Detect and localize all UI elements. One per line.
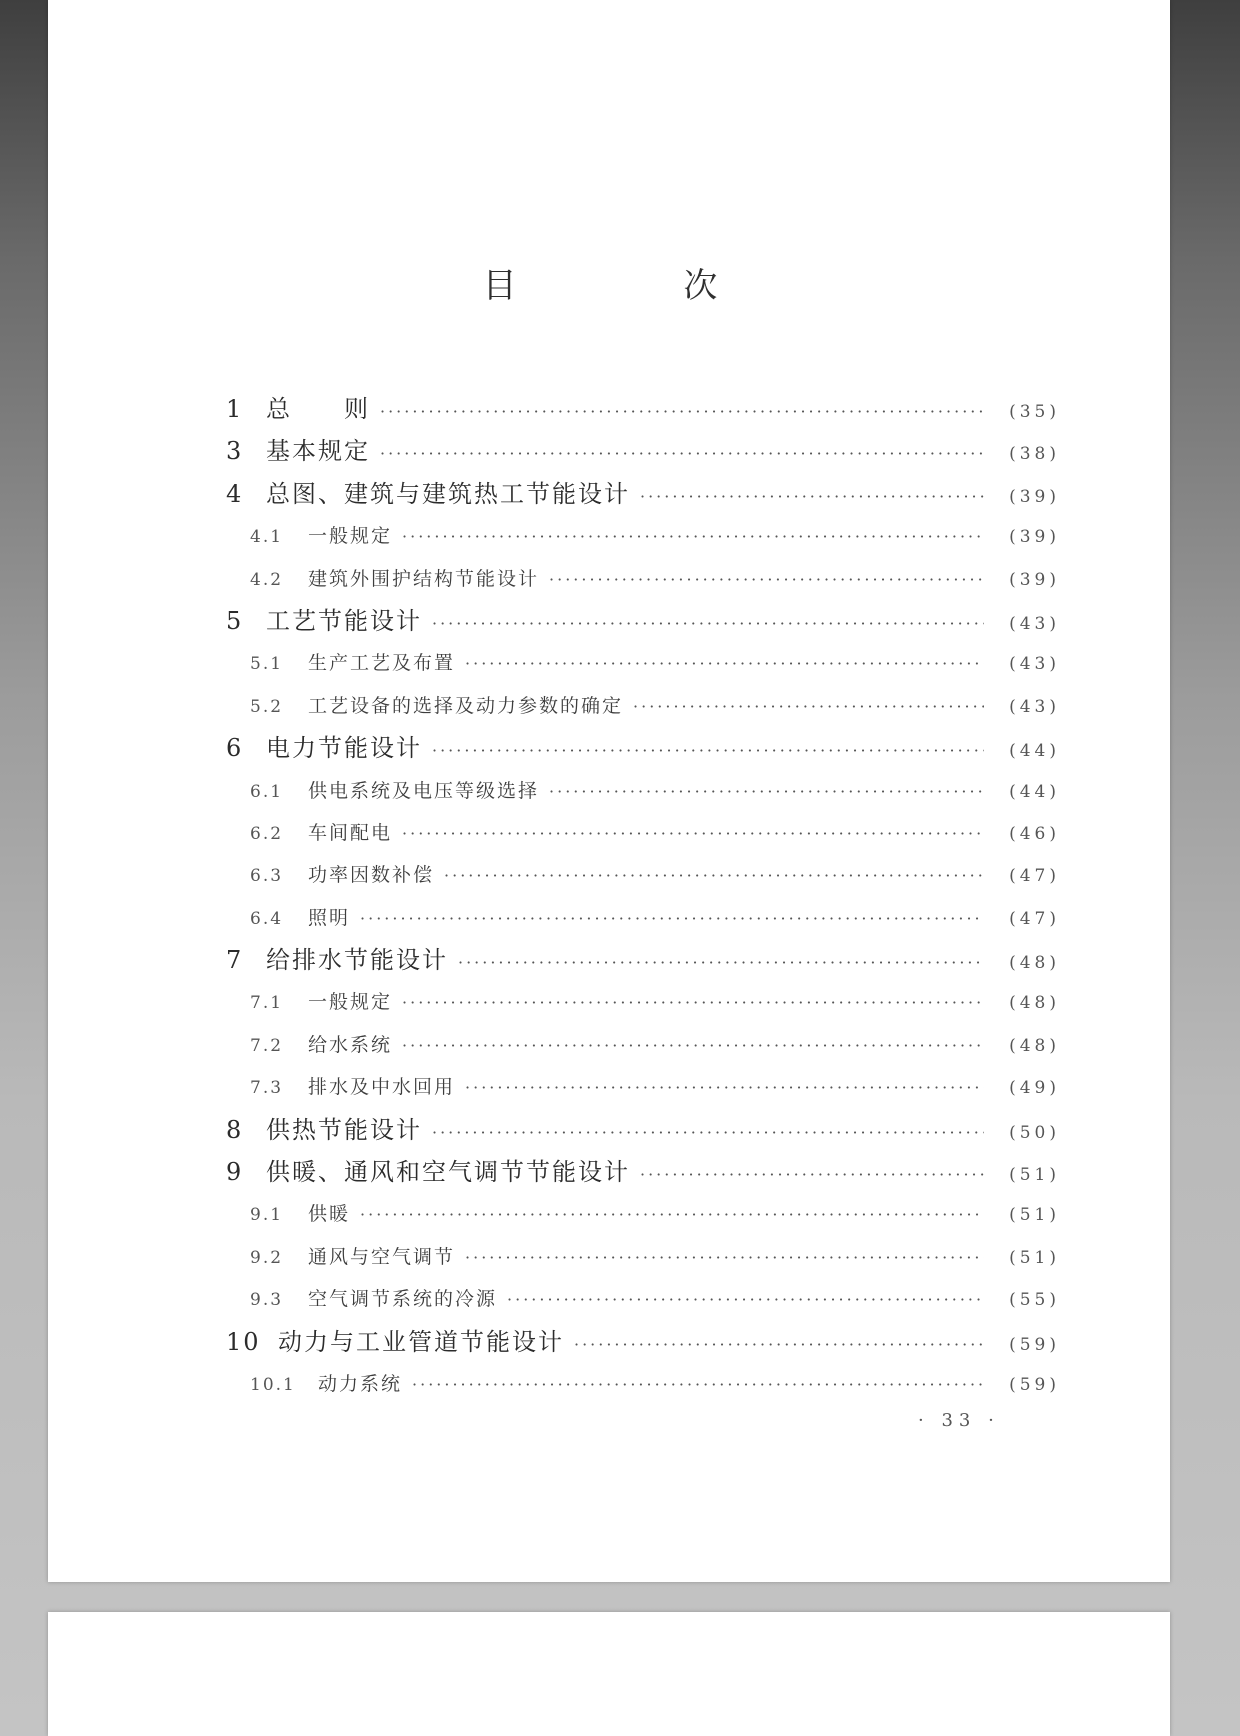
toc-leader-dots (432, 603, 984, 645)
toc-entry-label: 通风与空气调节 (308, 1245, 456, 1268)
toc-entry-number: 4.2 (250, 569, 284, 590)
toc-entry-label: 供暖、通风和空气调节节能设计 (266, 1158, 630, 1187)
toc-leader-dots (380, 433, 984, 475)
toc-leader-dots (465, 1237, 984, 1279)
toc-entry-label: 生产工艺及布置 (308, 652, 456, 675)
document-page (48, 0, 1170, 1582)
toc-entry-number: 9.2 (250, 1247, 284, 1268)
toc-leader-dots (633, 686, 984, 728)
toc-entry-page: (49) (1009, 1078, 1060, 1099)
toc-subentry[interactable] (226, 1024, 1060, 1066)
toc-entry-number: 5 (226, 606, 244, 635)
toc-leader-dots (507, 1279, 984, 1321)
toc-entry[interactable] (226, 473, 1060, 515)
toc-entry-page: (44) (1009, 781, 1060, 802)
toc-entry-label: 照明 (308, 906, 351, 929)
toc-leader-dots (432, 730, 984, 772)
toc-subentry[interactable] (226, 642, 1060, 684)
toc-entry-page: (38) (1009, 444, 1060, 465)
toc-leader-dots (444, 855, 984, 897)
toc-subentry[interactable] (226, 1236, 1060, 1278)
next-document-page (48, 1612, 1170, 1736)
toc-entry-page: (39) (1009, 569, 1060, 590)
toc-entry-label: 空气调节系统的冷源 (308, 1288, 498, 1311)
toc-entry-number: 5.2 (250, 696, 284, 717)
toc-entry-page: (55) (1009, 1290, 1060, 1311)
toc-entry[interactable] (226, 388, 1060, 430)
toc-entry-number: 7 (226, 946, 244, 975)
toc-subentry[interactable] (226, 981, 1060, 1023)
toc-subentry[interactable] (226, 812, 1060, 854)
toc-leader-dots (402, 813, 984, 855)
toc-subentry[interactable] (226, 1066, 1060, 1108)
toc-entry-page: (35) (1009, 402, 1060, 422)
toc-entry-label: 工艺设备的选择及动力参数的确定 (308, 694, 624, 717)
toc-leader-dots (640, 476, 984, 518)
toc-entry-page: (48) (1009, 953, 1060, 974)
toc-entry-label: 功率因数补偿 (308, 864, 435, 887)
toc-entry-page: (43) (1009, 654, 1060, 675)
toc-leader-dots (360, 898, 984, 940)
toc-leader-dots (380, 391, 984, 433)
page-title: 目 次 (482, 266, 796, 306)
toc-entry-page: (51) (1009, 1165, 1060, 1186)
toc-entry-label: 总 则 (266, 395, 370, 423)
toc-entry-label: 供电系统及电压等级选择 (308, 779, 540, 802)
toc-entry[interactable] (226, 1321, 1060, 1363)
toc-leader-dots (549, 771, 984, 813)
toc-leader-dots (465, 1067, 984, 1109)
toc-entry-label: 动力与工业管道节能设计 (278, 1327, 564, 1356)
toc-entry-label: 电力节能设计 (266, 734, 422, 763)
toc-entry-label: 供暖 (308, 1203, 351, 1226)
toc-leader-dots (402, 1025, 984, 1067)
toc-entry-page: (39) (1009, 527, 1060, 548)
toc-entry-number: 1 (226, 395, 244, 423)
toc-entry[interactable] (226, 1109, 1060, 1151)
toc-entry-page: (59) (1009, 1334, 1060, 1355)
toc-subentry[interactable] (226, 770, 1060, 812)
toc-entry-number: 6.3 (250, 866, 284, 887)
toc-subentry[interactable] (226, 685, 1060, 727)
toc-entry-label: 车间配电 (308, 821, 393, 844)
toc-entry-page: (47) (1009, 866, 1060, 887)
toc-entry-number: 9 (226, 1158, 244, 1187)
toc-entry-page: (44) (1009, 741, 1060, 762)
toc-entry[interactable] (226, 727, 1060, 769)
toc-entry-page: (59) (1009, 1374, 1060, 1395)
toc-entry-number: 8 (226, 1115, 244, 1144)
toc-entry-page: (47) (1009, 908, 1060, 929)
toc-entry-label: 给水系统 (308, 1033, 393, 1056)
toc-entry-page: (43) (1009, 613, 1060, 634)
toc-entry-label: 给排水节能设计 (266, 946, 448, 975)
toc-entry-number: 7.1 (250, 993, 284, 1014)
toc-entry-page: (39) (1009, 486, 1060, 507)
toc-leader-dots (465, 643, 984, 685)
toc-entry-page: (43) (1009, 696, 1060, 717)
toc-entry-label: 总图、建筑与建筑热工节能设计 (266, 479, 630, 508)
toc-subentry[interactable] (226, 515, 1060, 557)
toc-entry-page: (51) (1009, 1247, 1060, 1268)
toc-entry-number: 9.3 (250, 1290, 284, 1311)
toc-leader-dots (412, 1364, 984, 1406)
toc-entry-page: (48) (1009, 1035, 1060, 1056)
toc-subentry[interactable] (226, 1363, 1060, 1405)
toc-entry-number: 6.2 (250, 823, 284, 844)
toc-leader-dots (574, 1324, 984, 1366)
toc-leader-dots (402, 516, 984, 558)
toc-entry-page: (46) (1009, 823, 1060, 844)
toc-entry-number: 7.3 (250, 1078, 284, 1099)
toc-entry-number: 9.1 (250, 1205, 284, 1226)
toc-entry-label: 供热节能设计 (266, 1115, 422, 1144)
toc-entry-number: 5.1 (250, 654, 284, 675)
toc-entry-number: 4.1 (250, 527, 284, 548)
toc-entry-number: 6.4 (250, 908, 284, 929)
toc-entry-number: 4 (226, 479, 244, 508)
toc-entry-page: (51) (1009, 1205, 1060, 1226)
toc-entry-number: 10.1 (250, 1374, 296, 1395)
toc-leader-dots (640, 1154, 984, 1196)
toc-entry[interactable] (226, 430, 1060, 472)
toc-entry-number: 7.2 (250, 1035, 284, 1056)
toc-subentry[interactable] (226, 1278, 1060, 1320)
toc-leader-dots (402, 982, 984, 1024)
toc-leader-dots (432, 1112, 984, 1154)
toc-entry-label: 基本规定 (266, 437, 370, 466)
toc-entry-label: 动力系统 (318, 1372, 403, 1395)
toc-entry[interactable] (226, 600, 1060, 642)
toc-subentry[interactable] (226, 897, 1060, 939)
toc-entry-label: 一般规定 (308, 991, 393, 1014)
toc-entry-label: 排水及中水回用 (308, 1076, 456, 1099)
toc-entry[interactable] (226, 1151, 1060, 1193)
toc-entry-number: 10 (226, 1327, 261, 1356)
toc-entry-page: (50) (1009, 1122, 1060, 1143)
toc-entry-number: 6.1 (250, 781, 284, 802)
toc-entry-label: 建筑外围护结构节能设计 (308, 567, 540, 590)
toc-entry-label: 一般规定 (308, 525, 393, 548)
toc-subentry[interactable] (226, 854, 1060, 896)
toc-subentry[interactable] (226, 558, 1060, 600)
toc-entry-number: 6 (226, 734, 244, 763)
toc-leader-dots (549, 559, 984, 601)
toc-entry[interactable] (226, 939, 1060, 981)
toc-subentry[interactable] (226, 1193, 1060, 1235)
page-number: · 33 · (918, 1410, 1000, 1431)
toc-leader-dots (458, 942, 984, 984)
toc-entry-page: (48) (1009, 993, 1060, 1014)
table-of-contents (226, 388, 1060, 1405)
toc-leader-dots (360, 1194, 984, 1236)
toc-entry-number: 3 (226, 437, 244, 466)
toc-entry-label: 工艺节能设计 (266, 606, 422, 635)
